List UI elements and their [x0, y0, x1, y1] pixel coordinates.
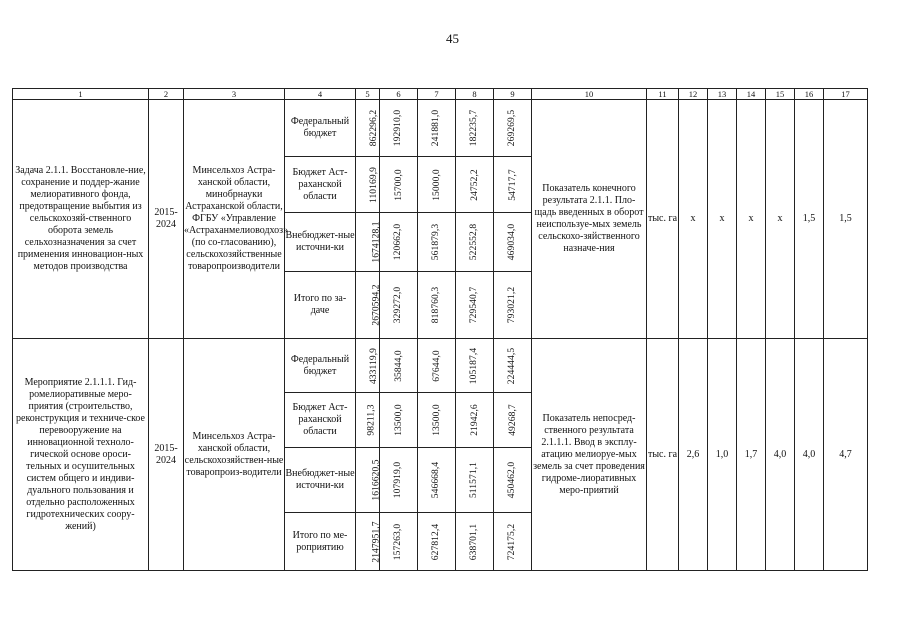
col-number: 3	[184, 89, 285, 100]
amount-value: 638701,1	[469, 523, 480, 560]
col-number: 12	[679, 89, 708, 100]
amount-value: 511571,1	[469, 461, 480, 499]
amount-value: 182235,7	[469, 109, 480, 147]
amount-value: 120662,0	[393, 223, 404, 261]
amount-value: 818760,3	[431, 286, 442, 324]
amount-value: 793021,2	[507, 286, 518, 324]
amount-value: 192910,0	[393, 109, 404, 147]
amount-value: 729540,7	[469, 286, 480, 324]
target-value: 1,5	[795, 100, 824, 339]
target-value: х	[766, 100, 795, 339]
amount-value: 1674128,1	[371, 221, 382, 263]
col-number: 15	[766, 89, 795, 100]
program-table	[12, 88, 868, 571]
activity-cell: Мероприятие 2.1.1.1. Гид-ромелиоративные меро-приятия (строительство, реконструкция и техниче-ское перевооружение на инновационной техноло-гической основе ороси-тельных и осушительных систем общего и индиви-дуального пользования и отдельно расположенных гидротехнических соору-жений)	[13, 339, 149, 571]
task-cell: Задача 2.1.1. Восстановле-ние, сохранение и поддер-жание мелиоративного фонда, предотвращение выбытия из сельскохозяй-ственного оборота земель сельхозназначения за счет применения инновацион-ных методов производства	[13, 100, 149, 339]
amount-value: 862296,2	[369, 109, 380, 147]
table-row	[13, 339, 868, 393]
indicator-cell: Показатель непосред-ственного результата 2.1.1.1. Ввод в эксплу-атацию мелиоруе-мых земель за счет проведения гидроме-лиоративных меро-приятий	[532, 339, 647, 571]
amount-value: 13500,0	[431, 404, 442, 436]
amount-value: 433119,9	[369, 347, 380, 384]
target-value: х	[679, 100, 708, 339]
amount-value: 546668,4	[431, 461, 442, 499]
target-value: 2,6	[679, 339, 708, 571]
col-number: 5	[356, 89, 380, 100]
funding-source: Федеральный бюджет	[285, 100, 356, 157]
col-number: 1	[13, 89, 149, 100]
amount-value: 35844,0	[393, 349, 404, 382]
amount-value: 110169,9	[369, 166, 380, 203]
table-row	[13, 100, 868, 157]
executors-cell: Минсельхоз Астра-ханской области, минобрнауки Астраханской области, ФГБУ «Управление «Астраханмелиоводхоз» (по со-гласованию), сельскохозяйственные товаропроизводители	[184, 100, 285, 339]
col-number: 4	[285, 89, 356, 100]
col-number: 8	[456, 89, 494, 100]
target-value: х	[708, 100, 737, 339]
amount-value: 522552,8	[469, 223, 480, 261]
amount-value: 1616620,5	[371, 459, 382, 501]
target-value: 4,0	[795, 339, 824, 571]
target-value: 1,5	[824, 100, 868, 339]
period-cell: 2015-2024	[149, 339, 184, 571]
period-cell: 2015-2024	[149, 100, 184, 339]
col-number: 17	[824, 89, 868, 100]
unit-cell: тыс. га	[647, 339, 679, 571]
indicator-cell: Показатель конечного результата 2.1.1. Пло-щадь введенных в оборот неиспользуе-мых земель сельскохо-зяйственного назначе-ния	[532, 100, 647, 339]
amount-value: 21942,6	[469, 404, 480, 436]
amount-value: 24752,2	[469, 168, 480, 201]
amount-value: 107919,0	[393, 461, 404, 499]
amount-value: 49268,7	[507, 404, 518, 436]
amount-value: 15000,0	[431, 168, 442, 201]
funding-source: Федеральный бюджет	[285, 339, 356, 393]
amount-value: 13500,0	[393, 404, 404, 436]
col-number: 7	[418, 89, 456, 100]
col-number: 9	[494, 89, 532, 100]
amount-value: 157263,0	[393, 523, 404, 560]
unit-cell: тыс. га	[647, 100, 679, 339]
amount-value: 561879,3	[431, 223, 442, 261]
amount-value: 15700,0	[393, 168, 404, 201]
col-number: 16	[795, 89, 824, 100]
funding-source: Внебюджет-ные источни-ки	[285, 213, 356, 272]
funding-source: Бюджет Аст-раханской области	[285, 157, 356, 213]
col-number: 13	[708, 89, 737, 100]
amount-value: 98211,3	[366, 404, 377, 436]
amount-value: 450462,0	[507, 461, 518, 499]
funding-source: Внебюджет-ные источни-ки	[285, 448, 356, 513]
executors-cell: Минсельхоз Астра-ханской области, сельскохозяйствен-ные товаропроиз-водители	[184, 339, 285, 571]
col-number: 6	[380, 89, 418, 100]
column-number-row	[13, 89, 868, 100]
funding-source: Бюджет Аст-раханской области	[285, 393, 356, 448]
col-number: 14	[737, 89, 766, 100]
funding-source-total: Итого по за-даче	[285, 272, 356, 339]
amount-value: 67644,0	[431, 349, 442, 382]
amount-value: 724175,2	[507, 523, 518, 560]
target-value: 4,7	[824, 339, 868, 571]
col-number: 2	[149, 89, 184, 100]
amount-value: 269269,5	[507, 109, 518, 147]
amount-value: 241881,0	[431, 109, 442, 147]
target-value: х	[737, 100, 766, 339]
amount-value: 469034,0	[507, 223, 518, 261]
amount-value: 627812,4	[431, 523, 442, 560]
target-value: 1,0	[708, 339, 737, 571]
amount-value: 2670594,2	[371, 284, 382, 326]
amount-value: 105187,4	[469, 347, 480, 384]
amount-value: 224444,5	[507, 347, 518, 384]
amount-value: 329272,0	[393, 286, 404, 324]
target-value: 1,7	[737, 339, 766, 571]
col-number: 10	[532, 89, 647, 100]
page-number: 45	[446, 31, 459, 46]
target-value: 4,0	[766, 339, 795, 571]
col-number: 11	[647, 89, 679, 100]
funding-source-total: Итого по ме-роприятию	[285, 513, 356, 571]
amount-value: 2147951,7	[371, 520, 382, 563]
amount-value: 54717,7	[507, 168, 518, 201]
